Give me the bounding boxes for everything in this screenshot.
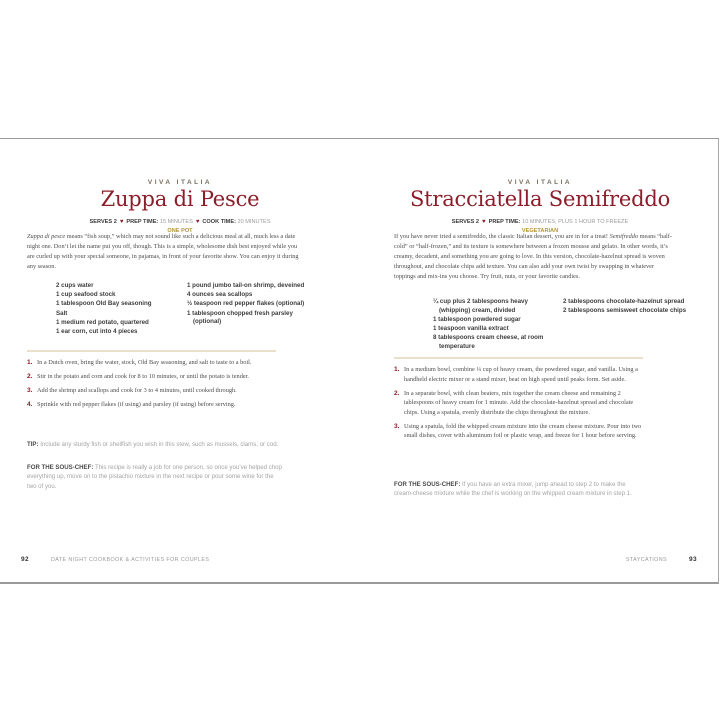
recipe-step <box>394 365 646 384</box>
step-text: In a Dutch oven, bring the water, stock, Old Bay seasoning, and salt to taste to a boil. <box>37 359 252 366</box>
page-number: 93 <box>688 556 697 563</box>
step-number: 2. <box>27 372 33 380</box>
step-number: 1. <box>27 359 33 366</box>
step-text: Using a spatula, fold the whipped cream mixture into the cream cheese mixture. Pour into two small dishes, cover with aluminum foil or plastic wrap, and freeze for 1 hour before serving. <box>404 422 642 440</box>
recipe-tagline: VEGETARIAN <box>521 228 559 234</box>
recipe-step <box>27 386 279 396</box>
right-page <box>360 139 720 582</box>
step-text: In a medium bowl, combine ¼ cup of heavy cream, the powdered sugar, and vanilla. Using a handheld electric mixer or a stand mixer, beat on high speed until peaks form. Set aside. <box>404 366 638 383</box>
running-footer: STAYCATIONS <box>625 557 668 563</box>
heart-icon: ♥ <box>195 219 200 225</box>
recipe-step <box>27 372 279 382</box>
ingredient-item: ½ teaspoon red pepper flakes (optional) <box>187 300 305 308</box>
recipe-steps <box>27 358 279 414</box>
chapter-eyebrow: VIVA ITALIA <box>147 179 213 186</box>
step-number: 3. <box>27 386 33 394</box>
ingredient-item: 1 cup seafood stock <box>56 291 116 299</box>
step-number: 3. <box>394 422 400 430</box>
recipe-meta <box>0 219 360 225</box>
intro-italic: Semifreddo <box>609 233 639 240</box>
recipe-title: Stracciatella Semifreddo <box>409 187 671 211</box>
heart-icon: ♥ <box>482 219 486 225</box>
step-text: Add the shrimp and scallops and cook for 3 to 4 minutes, until cooked through. <box>37 386 237 394</box>
ingredient-item: 1 tablespoon powdered sugar <box>433 315 521 323</box>
prep-time-value: 10 MINUTES, PLUS 1 HOUR TO FREEZE <box>522 219 629 225</box>
ingredient-item: ¼ cup plus 2 tablespoons heavy (whipping) cream, divided <box>433 298 528 314</box>
tip-text: Include any sturdy fish or shellfish you wish in this stew, such as mussels, clams, or cod. <box>38 441 279 448</box>
recipe-tagline: ONE POT <box>167 228 193 234</box>
recipe-title: Zuppa di Pesce <box>100 187 260 211</box>
recipe-step <box>27 400 279 410</box>
ingredient-item: 1 tablespoon Old Bay seasoning <box>56 300 152 308</box>
recipe-intro <box>394 232 676 282</box>
ingredient-item: 1 teaspoon vanilla extract <box>433 324 509 332</box>
ingredients-column-2 <box>187 282 312 327</box>
sous-chef-text: If you have an extra mixer, jump ahead to step 2 to make the cream-cheese mixture while the chef is working on the whipped cream mixture in step 1. <box>394 481 632 498</box>
ingredient-item: 4 ounces sea scallops <box>187 291 253 299</box>
tip-note <box>27 440 283 449</box>
divider-rule <box>27 350 276 352</box>
ingredient-item: 1 pound jumbo tail-on shrimp, deveined <box>187 282 305 289</box>
ingredients-column-2 <box>563 298 688 316</box>
sous-chef-note <box>394 480 638 499</box>
ingredient-item: 2 cups water <box>56 282 94 289</box>
sous-chef-text: This recipe is really a job for one person, so once you’ve helped chop everything up, move on to the pistachio mixture in the next recipe or pour some wine for the two of you. <box>27 464 282 490</box>
serves-label: SERVES 2 <box>451 219 480 225</box>
sous-chef-label: FOR THE SOUS-CHEF: <box>27 464 94 471</box>
step-number: 1. <box>394 366 400 373</box>
serves-label: SERVES 2 <box>89 219 117 225</box>
recipe-step <box>394 422 646 441</box>
recipe-steps <box>394 365 646 445</box>
page-footer <box>626 556 697 563</box>
chapter-eyebrow: VIVA ITALIA <box>507 179 573 186</box>
ingredient-item: Salt <box>56 309 68 317</box>
prep-time-label: PREP TIME: <box>126 219 159 225</box>
ingredients-column-1 <box>56 282 182 337</box>
sous-chef-label: FOR THE SOUS-CHEF: <box>394 481 461 488</box>
step-text: In a separate bowl, with clean beaters, mix together the cream cheese and remaining 2 tablespoons of heavy cream for 1 minute. Add the chocolate-hazelnut spread and chocolate chips. Using a spatula, evenly distribute the chips throughout the mixture. <box>404 389 634 416</box>
cook-time-label: COOK TIME: <box>202 219 236 225</box>
intro-italic: Zuppa di pesce <box>27 233 66 240</box>
ingredient-item: 8 tablespoons cream cheese, at room temperature <box>433 334 544 350</box>
running-footer: DATE NIGHT COOKBOOK & ACTIVITIES FOR COUPLES <box>50 557 210 563</box>
book-spread <box>0 138 719 584</box>
ingredient-item: 2 tablespoons chocolate-hazelnut spread <box>563 298 685 305</box>
ingredients-column-1 <box>433 298 559 352</box>
divider-rule <box>394 357 643 359</box>
page-footer <box>21 556 209 563</box>
step-text: Stir in the potato and corn and cook for 8 to 10 minutes, or until the potato is tender. <box>37 372 249 380</box>
heart-icon: ♥ <box>119 219 124 225</box>
intro-text-b: means “half-cold” or “half-frozen,” and its texture is somewhere between a frozen mousse and gelato. In other words, it’s creamy, decadent, and something you are going to love. In this version, chocolate-hazelnut spread is woven throughout, and chocolate chips add texture. You can also add your own twist by swapping in whatever toppings and mix-ins you choose. Try fruit, nuts, or your favorite candies. <box>394 233 672 280</box>
prep-time-value: 15 MINUTES <box>159 219 193 225</box>
intro-text: means “fish soup,” which may not sound like such a delicious meal at all, much less a date night one. Don’t let the name put you off, though. This is a simple, wholesome dish best enjoyed while you are curled up with your special someone, in pajamas, in front of your favorite show. You can enjoy it during any season. <box>27 233 299 270</box>
intro-text-a: If you have never tried a semifreddo, the classic Italian dessert, you are in for a treat! <box>394 233 610 240</box>
recipe-meta <box>360 219 720 225</box>
step-number: 2. <box>394 389 400 397</box>
step-text: Sprinkle with red pepper flakes (if using) and parsley (if using) before serving. <box>37 400 236 408</box>
ingredients-list <box>433 298 693 358</box>
recipe-step <box>27 358 279 368</box>
ingredient-item: 1 medium red potato, quartered <box>56 318 149 326</box>
ingredients-list <box>56 282 316 348</box>
recipe-intro <box>27 232 303 272</box>
step-number: 4. <box>27 400 33 408</box>
prep-time-label: PREP TIME: <box>488 219 521 225</box>
cook-time-value: 20 MINUTES <box>237 219 271 225</box>
tip-label: TIP: <box>27 441 39 448</box>
ingredient-item: 1 tablespoon chopped fresh parsley (optional) <box>187 309 293 326</box>
page-number: 92 <box>21 556 30 563</box>
recipe-step <box>394 389 646 418</box>
sous-chef-note <box>27 463 283 491</box>
ingredient-item: 2 tablespoons semisweet chocolate chips <box>563 307 687 315</box>
ingredient-item: 1 ear corn, cut into 4 pieces <box>56 327 138 335</box>
left-page <box>0 139 360 582</box>
